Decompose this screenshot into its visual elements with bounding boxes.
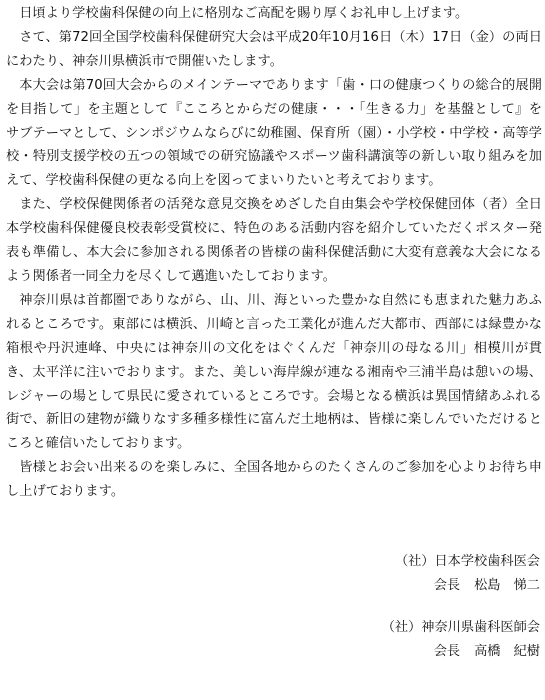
paragraph-theme: 本大会は第70回大会からのメインテーマであります「歯・口の健康つくりの総合的展開を目指して」を主題として『こころとからだの健康・・・「生きる力」を基盤として』をサブテーマとして、シンポジウムならびに幼稚園、保育所（園）・小学校・中学校・高等学校・特別支援学校の五つの領域での研究協議やスポーツ歯科講演等の新しい取り組みを加えて、学校歯科保健の更なる向上を図ってまいりたいと考えております。 [6,77,542,189]
signature-name: 松島 悌二 [474,578,540,593]
letter-body [6,2,542,504]
signature-kanagawa [382,616,540,664]
signature-person [382,640,540,664]
paragraph-event-date: さて、第72回全国学校歯科保健研究大会は平成20年10月16日（木）17日（金）の両日にわたり、神奈川県横浜市で開催いたします。 [6,29,542,69]
signature-title: 会長 [433,578,461,593]
paragraph-poster-session: また、学校保健関係者の活発な意見交換をめざした自由集会や学校保健団体（者）全日本学校歯科保健優良校表彰受賞校に、特色のある活動内容を紹介していただくポスター発表も準備し、本大会に参加される関係者の皆様の歯科保健活動に大変有意義な大会になるよう関係者一同全力を尽くして邁進いたしております。 [6,197,542,284]
signature-organization: （社）日本学校歯科医会 [394,554,540,569]
paragraph-greeting: 日頃より学校歯科保健の向上に格別なご高配を賜り厚くお礼申し上げます。 [19,6,469,21]
signature-jsdh [395,550,540,598]
signature-block [0,550,545,700]
signature-person [395,574,540,598]
paragraph-closing: 皆様とお会い出来るのを楽しみに、全国各地からのたくさんのご参加を心よりお待ち申し上げております。 [6,460,542,500]
paragraph-kanagawa: 神奈川県は首都圏でありながら、山、川、海といった豊かな自然にも恵まれた魅力あふれるところです。東部には横浜、川崎と言った工業化が進んだ大都市、西部には緑豊かな箱根や丹沢連峰、中央には神奈川の文化をはぐくんだ「神奈川の母なる川」相模川が貫き、太平洋に注いでおります。また、美しい海岸線が連なる湘南や三浦半島は憩いの場、レジャーの場として県民に愛されているところです。会場となる横浜は異国情緒あふれる街で、新旧の建物が織りなす多種多様性に富んだ土地柄は、皆様に楽しんでいただけるところと確信いたしております。 [6,292,542,452]
signature-name: 高橋 紀樹 [474,644,540,659]
signature-title: 会長 [433,644,461,659]
signature-organization: （社）神奈川県歯科医師会 [381,620,540,635]
